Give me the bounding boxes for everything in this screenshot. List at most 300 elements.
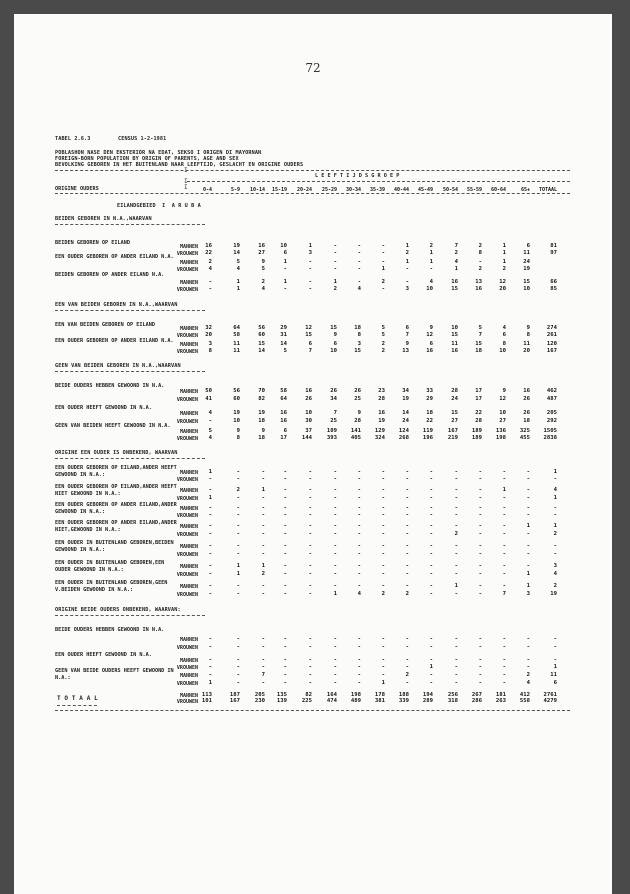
data-cell-female: -: [357, 266, 361, 272]
sex-label-male: MANNEN: [179, 488, 198, 494]
data-cell-male: 19: [258, 410, 265, 416]
data-cell-female: 2: [405, 250, 409, 256]
data-cell-female: -: [357, 571, 361, 577]
data-cell-female: 25: [354, 396, 361, 402]
data-cell-female: 58: [233, 332, 240, 338]
data-cell-female: 8: [526, 332, 530, 338]
row-label: N.A.:: [55, 675, 71, 681]
total-cell-female: 489: [350, 698, 361, 704]
column-header-10-14: 10-14: [249, 187, 265, 193]
data-cell-male: 1: [208, 469, 212, 475]
data-cell-female: -: [502, 571, 506, 577]
data-cell-female: 25: [330, 418, 337, 424]
data-cell-male: -: [333, 505, 337, 511]
data-cell-male: -: [429, 563, 433, 569]
data-cell-male: 9: [261, 428, 265, 434]
data-cell-male: -: [261, 469, 265, 475]
data-cell-female: 13: [402, 348, 409, 354]
total-cell-female: 263: [495, 698, 506, 704]
total-cell-male: 82: [305, 692, 312, 698]
data-cell-male: -: [478, 469, 482, 475]
data-cell-male: 4: [454, 259, 458, 265]
column-header-20-24: 20-24: [296, 187, 312, 193]
column-header-30-34: 30-34: [345, 187, 361, 193]
section-underline: [55, 458, 205, 459]
data-cell-female: 14: [258, 348, 265, 354]
data-cell-female: 198: [495, 435, 506, 441]
data-cell-male: -: [553, 505, 557, 511]
sex-label-male: MANNEN: [179, 411, 198, 417]
data-cell-female: -: [308, 476, 312, 482]
data-cell-female: 34: [330, 396, 337, 402]
data-cell-female: -: [429, 531, 433, 537]
data-cell-female: -: [381, 250, 385, 256]
data-cell-male: -: [478, 636, 482, 642]
section-heading: GEEN VAN BEIDEN GEBOREN IN N.A.,WAARVAN: [55, 363, 181, 369]
data-cell-female: 17: [475, 396, 482, 402]
data-cell-male: -: [308, 505, 312, 511]
data-cell-female: -: [283, 644, 287, 650]
data-cell-female: -: [261, 644, 265, 650]
data-cell-male: -: [478, 672, 482, 678]
data-cell-female: 8: [236, 435, 240, 441]
data-cell-male: -: [526, 563, 530, 569]
column-header-65+: 65+: [520, 187, 530, 193]
data-cell-male: 1: [454, 583, 458, 589]
row-label: EEN OUDER IN BUITENLAND GEBOREN,EEN: [55, 560, 165, 566]
data-cell-male: -: [405, 563, 409, 569]
sex-label-male: MANNEN: [179, 564, 198, 570]
data-cell-female: 22: [205, 250, 212, 256]
data-cell-female: -: [333, 664, 337, 670]
data-cell-male: 56: [258, 325, 265, 331]
sex-label-male: MANNEN: [179, 244, 198, 250]
sex-label-female: VROUWEN: [176, 333, 198, 339]
data-cell-male: 16: [280, 410, 287, 416]
data-cell-male: -: [283, 636, 287, 642]
data-cell-male: 9: [502, 388, 506, 394]
sex-label-female: VROUWEN: [176, 397, 198, 403]
data-cell-male: 5: [478, 325, 482, 331]
data-cell-female: -: [553, 551, 557, 557]
data-cell-male: -: [283, 672, 287, 678]
row-label: GEWOOND IN N.A.:: [55, 472, 105, 478]
data-cell-male: -: [308, 657, 312, 663]
data-cell-male: -: [357, 505, 361, 511]
data-cell-male: -: [429, 523, 433, 529]
data-cell-female: -: [381, 664, 385, 670]
data-cell-female: -: [236, 680, 240, 686]
data-cell-female: 7: [405, 332, 409, 338]
data-cell-female: -: [502, 551, 506, 557]
data-cell-female: -: [429, 644, 433, 650]
data-cell-male: 124: [398, 428, 409, 434]
total-cell-male: 188: [398, 692, 409, 698]
data-cell-female: -: [261, 551, 265, 557]
data-cell-female: 393: [326, 435, 337, 441]
data-cell-female: -: [208, 591, 212, 597]
data-cell-female: 324: [374, 435, 385, 441]
data-cell-male: -: [208, 487, 212, 493]
data-cell-male: -: [502, 583, 506, 589]
data-cell-male: -: [357, 523, 361, 529]
data-cell-male: -: [261, 583, 265, 589]
row-label: GEEN VAN BEIDE OUDERS HEEFT GEWOOND IN: [55, 668, 174, 674]
total-cell-male: 135: [276, 692, 287, 698]
data-cell-female: -: [405, 476, 409, 482]
data-cell-female: -: [208, 531, 212, 537]
data-cell-female: -: [333, 531, 337, 537]
data-cell-male: -: [478, 657, 482, 663]
data-cell-female: 8: [357, 332, 361, 338]
data-cell-female: 2: [502, 266, 506, 272]
data-cell-male: -: [454, 523, 458, 529]
column-header-0-4: 0-4: [202, 187, 212, 193]
data-cell-female: 1: [236, 286, 240, 292]
data-cell-female: -: [478, 476, 482, 482]
data-cell-male: 120: [546, 341, 557, 347]
data-cell-male: -: [208, 583, 212, 589]
data-cell-male: 6: [429, 341, 433, 347]
data-cell-female: 16: [426, 348, 433, 354]
data-cell-female: -: [553, 512, 557, 518]
row-label: EEN OUDER IN BUITENLAND GEBOREN,BEIDEN: [55, 540, 174, 546]
data-cell-male: -: [308, 563, 312, 569]
data-cell-male: -: [381, 487, 385, 493]
data-cell-male: 4: [553, 487, 557, 493]
column-divider: I: [184, 178, 188, 185]
data-cell-male: 167: [447, 428, 458, 434]
document-page: [14, 14, 612, 894]
data-cell-male: 3: [357, 341, 361, 347]
row-label: GEEN VAN BEIDEN HEEFT GEWOOND IN N.A.: [55, 423, 171, 429]
sex-label-male: MANNEN: [179, 584, 198, 590]
data-cell-female: -: [526, 531, 530, 537]
data-cell-male: -: [333, 469, 337, 475]
data-cell-female: 15: [451, 332, 458, 338]
data-cell-female: -: [208, 664, 212, 670]
data-cell-female: 24: [402, 418, 409, 424]
data-cell-female: -: [381, 286, 385, 292]
table-bottom-rule: [55, 710, 570, 711]
data-cell-female: 82: [258, 396, 265, 402]
data-cell-male: -: [553, 636, 557, 642]
data-cell-male: 6: [283, 428, 287, 434]
total-cell-male: 2761: [543, 692, 557, 698]
data-cell-male: -: [236, 636, 240, 642]
row-label: EEN OUDER GEBOREN OP ANDER EILAND,ANDER: [55, 520, 177, 526]
data-cell-male: -: [283, 583, 287, 589]
sex-label-male: MANNEN: [179, 429, 198, 435]
data-cell-female: 1: [526, 571, 530, 577]
data-cell-male: -: [261, 657, 265, 663]
data-cell-male: 26: [330, 388, 337, 394]
data-cell-male: -: [261, 543, 265, 549]
sex-label-female: VROUWEN: [176, 645, 198, 651]
data-cell-male: -: [333, 636, 337, 642]
data-cell-male: 2: [381, 279, 385, 285]
data-cell-female: 3: [308, 250, 312, 256]
header-rule-mid: [187, 181, 570, 182]
data-cell-male: -: [429, 657, 433, 663]
data-cell-female: -: [333, 551, 337, 557]
data-cell-male: -: [333, 487, 337, 493]
sex-label-male: MANNEN: [179, 470, 198, 476]
data-cell-female: -: [308, 531, 312, 537]
total-cell-female: 230: [254, 698, 265, 704]
sex-label-male: MANNEN: [179, 389, 198, 395]
data-cell-male: 1: [553, 469, 557, 475]
data-cell-male: -: [236, 657, 240, 663]
data-cell-male: 15: [258, 341, 265, 347]
data-cell-female: -: [429, 495, 433, 501]
data-cell-female: 18: [258, 418, 265, 424]
data-cell-male: 2: [405, 672, 409, 678]
data-cell-male: -: [208, 523, 212, 529]
data-cell-male: -: [208, 543, 212, 549]
data-cell-male: -: [208, 657, 212, 663]
data-cell-male: -: [405, 523, 409, 529]
data-cell-female: -: [283, 571, 287, 577]
data-cell-male: -: [429, 469, 433, 475]
data-cell-male: 4: [429, 279, 433, 285]
data-cell-female: -: [478, 591, 482, 597]
data-cell-male: -: [454, 505, 458, 511]
data-cell-male: 10: [451, 325, 458, 331]
data-cell-female: 144: [301, 435, 312, 441]
data-cell-male: -: [381, 523, 385, 529]
data-cell-female: -: [478, 680, 482, 686]
row-label: BEIDE OUDERS HEBBEN GEWOOND IN N.A.: [55, 627, 165, 633]
data-cell-male: 7: [454, 243, 458, 249]
data-cell-female: -: [333, 495, 337, 501]
data-cell-female: -: [357, 531, 361, 537]
data-cell-female: -: [454, 512, 458, 518]
data-cell-female: -: [502, 512, 506, 518]
table-id: TABEL 2.6.3: [55, 136, 91, 142]
data-cell-female: -: [454, 495, 458, 501]
data-cell-male: -: [405, 583, 409, 589]
data-cell-female: -: [478, 664, 482, 670]
data-cell-male: 1: [333, 279, 337, 285]
data-cell-male: 16: [451, 279, 458, 285]
data-cell-female: -: [333, 266, 337, 272]
total-cell-female: 225: [301, 698, 312, 704]
total-cell-male: 178: [374, 692, 385, 698]
data-cell-female: 292: [546, 418, 557, 424]
data-cell-female: 1: [381, 266, 385, 272]
data-cell-male: 33: [426, 388, 433, 394]
data-cell-female: 16: [451, 348, 458, 354]
data-cell-female: 2: [478, 266, 482, 272]
data-cell-male: -: [283, 543, 287, 549]
data-cell-female: 60: [258, 332, 265, 338]
data-cell-female: -: [526, 495, 530, 501]
data-cell-female: 3: [526, 591, 530, 597]
data-cell-female: -: [208, 286, 212, 292]
data-cell-male: 50: [205, 388, 212, 394]
data-cell-female: 4: [261, 286, 265, 292]
data-cell-female: 5: [261, 266, 265, 272]
data-cell-female: 405: [350, 435, 361, 441]
region-heading: EILANDGEBIED I A R U B A: [117, 203, 201, 209]
data-cell-female: -: [553, 476, 557, 482]
data-cell-male: -: [357, 543, 361, 549]
total-cell-female: 318: [447, 698, 458, 704]
data-cell-male: -: [333, 672, 337, 678]
data-cell-male: 119: [422, 428, 433, 434]
sex-label-female: VROUWEN: [176, 552, 198, 558]
data-cell-female: -: [405, 266, 409, 272]
data-cell-male: 9: [429, 325, 433, 331]
data-cell-female: -: [333, 644, 337, 650]
data-cell-female: -: [381, 571, 385, 577]
sex-label-male: MANNEN: [179, 524, 198, 530]
data-cell-female: -: [381, 476, 385, 482]
data-cell-female: 29: [426, 396, 433, 402]
data-cell-female: 2: [333, 286, 337, 292]
data-cell-female: 16: [280, 418, 287, 424]
data-cell-male: -: [405, 487, 409, 493]
row-header-label: ORIGINE OUDERS: [55, 186, 99, 192]
data-cell-male: -: [502, 543, 506, 549]
data-cell-female: 268: [398, 435, 409, 441]
sex-label-female: VROUWEN: [176, 496, 198, 502]
data-cell-male: -: [308, 487, 312, 493]
data-cell-female: -: [429, 571, 433, 577]
data-cell-male: 23: [378, 388, 385, 394]
data-cell-male: -: [381, 672, 385, 678]
data-cell-female: 41: [205, 396, 212, 402]
data-cell-male: 2: [553, 583, 557, 589]
section-heading: ORIGINE EEN OUDER IS ONBEKEND, WAARVAN: [55, 450, 178, 456]
data-cell-female: 1: [454, 266, 458, 272]
data-cell-female: -: [308, 591, 312, 597]
data-cell-male: 7: [333, 410, 337, 416]
data-cell-female: -: [454, 644, 458, 650]
data-cell-male: -: [261, 636, 265, 642]
data-cell-female: -: [308, 512, 312, 518]
data-cell-male: 9: [236, 428, 240, 434]
data-cell-female: -: [357, 250, 361, 256]
data-cell-female: 6: [283, 250, 287, 256]
data-cell-female: 4: [357, 591, 361, 597]
data-cell-male: 66: [550, 279, 557, 285]
data-cell-male: -: [236, 469, 240, 475]
age-group-header: L E E F T I J D S G R O E P: [315, 173, 400, 179]
column-header-15-19: 15-19: [271, 187, 287, 193]
column-header-55-59: 55-59: [466, 187, 482, 193]
data-cell-female: 18: [258, 435, 265, 441]
data-cell-male: 3: [553, 563, 557, 569]
data-cell-male: -: [308, 279, 312, 285]
data-cell-female: 31: [280, 332, 287, 338]
data-cell-female: 455: [519, 435, 530, 441]
sex-label-male: MANNEN: [179, 342, 198, 348]
data-cell-male: 4: [208, 410, 212, 416]
data-cell-male: 1: [502, 259, 506, 265]
data-cell-female: -: [283, 664, 287, 670]
data-cell-male: -: [478, 563, 482, 569]
row-label: NIET,GEWOOND IN N.A.:: [55, 527, 121, 533]
data-cell-female: -: [526, 664, 530, 670]
data-cell-male: -: [405, 469, 409, 475]
data-cell-male: 1: [502, 487, 506, 493]
data-cell-female: -: [357, 664, 361, 670]
data-cell-male: -: [454, 657, 458, 663]
data-cell-male: -: [236, 523, 240, 529]
data-cell-female: -: [308, 495, 312, 501]
row-label: EEN OUDER GEBOREN OP ANDER EILAND N.A.: [55, 254, 174, 260]
data-cell-female: 9: [333, 332, 337, 338]
row-label: EEN OUDER GEBOREN OP EILAND,ANDER HEEFT: [55, 465, 177, 471]
data-cell-female: -: [261, 531, 265, 537]
data-cell-male: 58: [280, 388, 287, 394]
data-cell-male: 11: [523, 341, 530, 347]
data-cell-female: 4: [526, 680, 530, 686]
data-cell-male: 136: [495, 428, 506, 434]
data-cell-male: -: [357, 469, 361, 475]
data-cell-male: -: [429, 636, 433, 642]
data-cell-male: -: [283, 523, 287, 529]
data-cell-male: 16: [378, 410, 385, 416]
data-cell-female: 19: [402, 396, 409, 402]
sex-label-female: VROUWEN: [176, 699, 198, 705]
data-cell-female: -: [261, 495, 265, 501]
data-cell-female: 1: [429, 664, 433, 670]
data-cell-female: -: [478, 512, 482, 518]
sex-label-female: VROUWEN: [176, 267, 198, 273]
row-label: BEIDE OUDERS HEBBEN GEWOOND IN N.A.: [55, 383, 165, 389]
column-header-50-54: 50-54: [442, 187, 458, 193]
data-cell-female: -: [236, 551, 240, 557]
data-cell-female: -: [208, 571, 212, 577]
data-cell-female: 2: [454, 531, 458, 537]
data-cell-female: -: [208, 644, 212, 650]
data-cell-male: -: [478, 487, 482, 493]
data-cell-female: 1: [553, 495, 557, 501]
data-cell-female: -: [454, 571, 458, 577]
data-cell-male: -: [553, 657, 557, 663]
data-cell-male: 462: [546, 388, 557, 394]
data-cell-female: 18: [475, 348, 482, 354]
data-cell-male: 15: [330, 325, 337, 331]
data-cell-female: -: [381, 644, 385, 650]
data-cell-male: -: [381, 563, 385, 569]
data-cell-female: 26: [305, 396, 312, 402]
data-cell-male: 64: [233, 325, 240, 331]
data-cell-male: -: [261, 505, 265, 511]
data-cell-female: 22: [426, 418, 433, 424]
total-cell-female: 139: [276, 698, 287, 704]
data-cell-female: -: [283, 476, 287, 482]
data-cell-female: -: [308, 286, 312, 292]
data-cell-female: 15: [451, 286, 458, 292]
data-cell-male: -: [357, 487, 361, 493]
total-cell-female: 289: [422, 698, 433, 704]
data-cell-male: 1: [405, 259, 409, 265]
data-cell-male: -: [405, 505, 409, 511]
data-cell-male: 26: [354, 388, 361, 394]
total-cell-male: 113: [201, 692, 212, 698]
data-cell-male: 1: [502, 243, 506, 249]
data-cell-female: 20: [205, 332, 212, 338]
data-cell-female: -: [502, 680, 506, 686]
data-cell-male: -: [208, 563, 212, 569]
data-cell-male: -: [454, 672, 458, 678]
sex-label-female: VROUWEN: [176, 665, 198, 671]
column-header-60-64: 60-64: [490, 187, 506, 193]
